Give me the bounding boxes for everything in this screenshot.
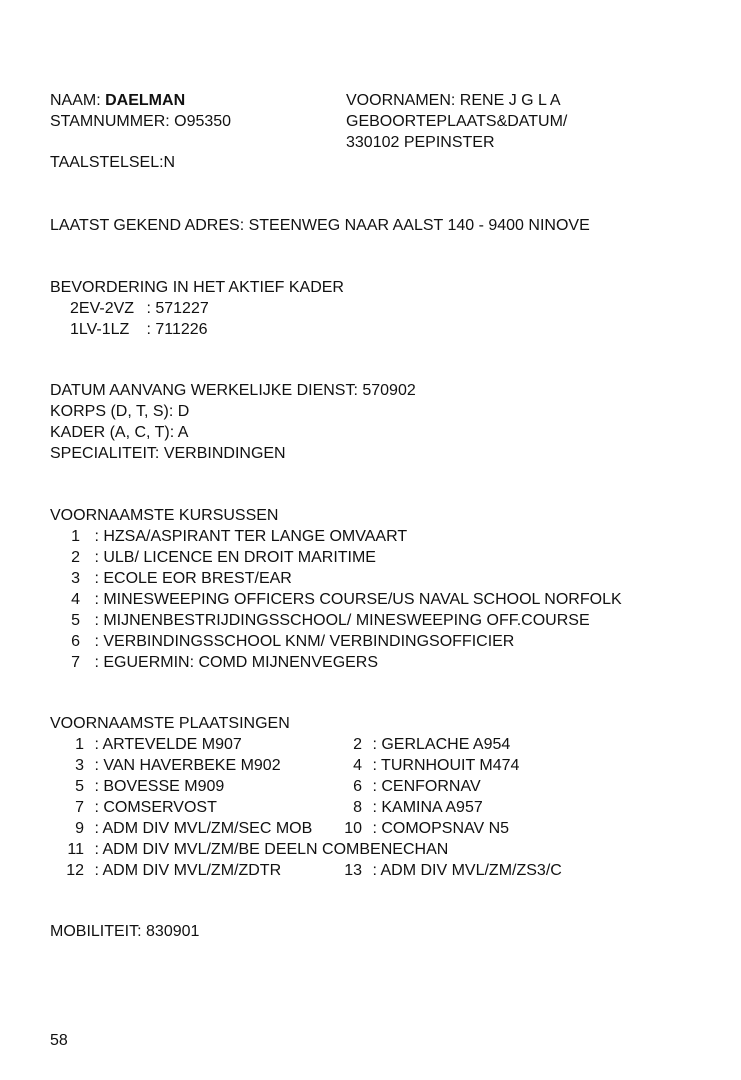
plaatsing-number: 3 [75, 757, 84, 774]
plaatsing-text: : CENFORNAV [372, 778, 481, 795]
plaatsing-text: : KAMINA A957 [372, 799, 483, 816]
korps: KORPS (D, T, S): D [50, 403, 190, 420]
plaatsing-item [60, 776, 224, 797]
kursus-number: 1 [71, 528, 80, 545]
plaatsing-text: : ADM DIV MVL/ZM/ZDTR [94, 862, 282, 879]
kursus-item [60, 568, 292, 589]
plaatsing-number: 9 [75, 820, 84, 837]
bevordering-date: : 711226 [146, 321, 208, 338]
geboorte-label: GEBOORTEPLAATS&DATUM/ [346, 113, 568, 130]
datum-aanvang: DATUM AANVANG WERKELIJKE DIENST: 570902 [50, 382, 416, 399]
plaatsing-number: 2 [353, 736, 362, 753]
kursus-number: 2 [71, 549, 80, 566]
mobiliteit: MOBILITEIT: 830901 [50, 923, 200, 940]
naam-label: NAAM: [50, 92, 101, 109]
kursus-text: : MINESWEEPING OFFICERS COURSE/US NAVAL SCHOOL NORFOLK [94, 591, 622, 608]
page-number: 58 [50, 1032, 68, 1049]
plaatsing-item [60, 860, 281, 881]
plaatsing-text: : COMSERVOST [94, 799, 217, 816]
kursus-text: : ECOLE EOR BREST/EAR [94, 570, 292, 587]
plaatsing-item [338, 755, 519, 776]
plaatsing-number: 12 [66, 862, 84, 879]
plaatsing-number: 6 [353, 778, 362, 795]
kursus-text: : ULB/ LICENCE EN DROIT MARITIME [94, 549, 376, 566]
kursus-item [60, 589, 622, 610]
kader: KADER (A, C, T): A [50, 424, 189, 441]
kursus-text: : MIJNENBESTRIJDINGSSCHOOL/ MINESWEEPING OFF.COURSE [94, 612, 590, 629]
kursus-item [60, 631, 514, 652]
bevordering-item [70, 319, 208, 340]
kursus-text: : HZSA/ASPIRANT TER LANGE OMVAART [94, 528, 408, 545]
plaatsing-text: : ADM DIV MVL/ZM/BE DEELN COMBENECHAN [94, 841, 449, 858]
kursussen-title: VOORNAAMSTE KURSUSSEN [50, 507, 279, 524]
kursus-text: : VERBINDINGSSCHOOL KNM/ VERBINDINGSOFFICIER [94, 633, 515, 650]
plaatsing-item [60, 755, 281, 776]
plaatsing-number: 1 [75, 736, 84, 753]
plaatsing-number: 8 [353, 799, 362, 816]
bevordering-rank: 1LV-1LZ [70, 321, 130, 338]
voornamen: VOORNAMEN: RENE J G L A [346, 92, 561, 109]
plaatsing-number: 7 [75, 799, 84, 816]
bevordering-item [70, 298, 209, 319]
plaatsing-number: 5 [75, 778, 84, 795]
bevordering-rank: 2EV-2VZ [70, 300, 135, 317]
naam-value: DAELMAN [105, 92, 186, 109]
kursus-item [60, 526, 407, 547]
plaatsing-text: : TURNHOUIT M474 [372, 757, 520, 774]
kursus-item [60, 652, 378, 673]
laatst-gekend-adres: LAATST GEKEND ADRES: STEENWEG NAAR AALST 140 - 9400 NINOVE [50, 217, 590, 234]
plaatsing-text: : VAN HAVERBEKE M902 [94, 757, 281, 774]
taalstelsel: TAALSTELSEL:N [50, 154, 176, 171]
kursus-number: 5 [71, 612, 80, 629]
kursus-number: 7 [71, 654, 80, 671]
plaatsing-text: : ADM DIV MVL/ZM/ZS3/C [372, 862, 562, 879]
plaatsing-text: : ARTEVELDE M907 [94, 736, 242, 753]
kursus-number: 3 [71, 570, 80, 587]
name-line [50, 90, 185, 111]
plaatsing-text: : BOVESSE M909 [94, 778, 225, 795]
specialiteit: SPECIALITEIT: VERBINDINGEN [50, 445, 286, 462]
plaatsing-item [338, 818, 509, 839]
kursus-number: 6 [71, 633, 80, 650]
stamnummer: STAMNUMMER: O95350 [50, 113, 232, 130]
kursus-item [60, 610, 590, 631]
plaatsing-item [60, 818, 312, 839]
plaatsing-text: : GERLACHE A954 [372, 736, 511, 753]
plaatsing-number: 4 [353, 757, 362, 774]
plaatsing-item [338, 860, 562, 881]
plaatsing-text: : ADM DIV MVL/ZM/SEC MOB [94, 820, 313, 837]
kursus-number: 4 [71, 591, 80, 608]
kursus-item [60, 547, 376, 568]
plaatsing-item [60, 839, 448, 860]
plaatsing-item [338, 734, 510, 755]
bevordering-title: BEVORDERING IN HET AKTIEF KADER [50, 279, 344, 296]
plaatsing-text: : COMOPSNAV N5 [372, 820, 510, 837]
plaatsing-number: 11 [67, 841, 84, 858]
kursus-text: : EGUERMIN: COMD MIJNENVEGERS [94, 654, 379, 671]
geboorte-value: 330102 PEPINSTER [346, 134, 495, 151]
plaatsing-number: 13 [344, 862, 362, 879]
plaatsing-item [338, 776, 481, 797]
plaatsing-item [338, 797, 483, 818]
plaatsing-number: 10 [344, 820, 362, 837]
plaatsing-item [60, 734, 242, 755]
plaatsingen-title: VOORNAAMSTE PLAATSINGEN [50, 715, 290, 732]
plaatsing-item [60, 797, 217, 818]
bevordering-date: : 571227 [146, 300, 209, 317]
